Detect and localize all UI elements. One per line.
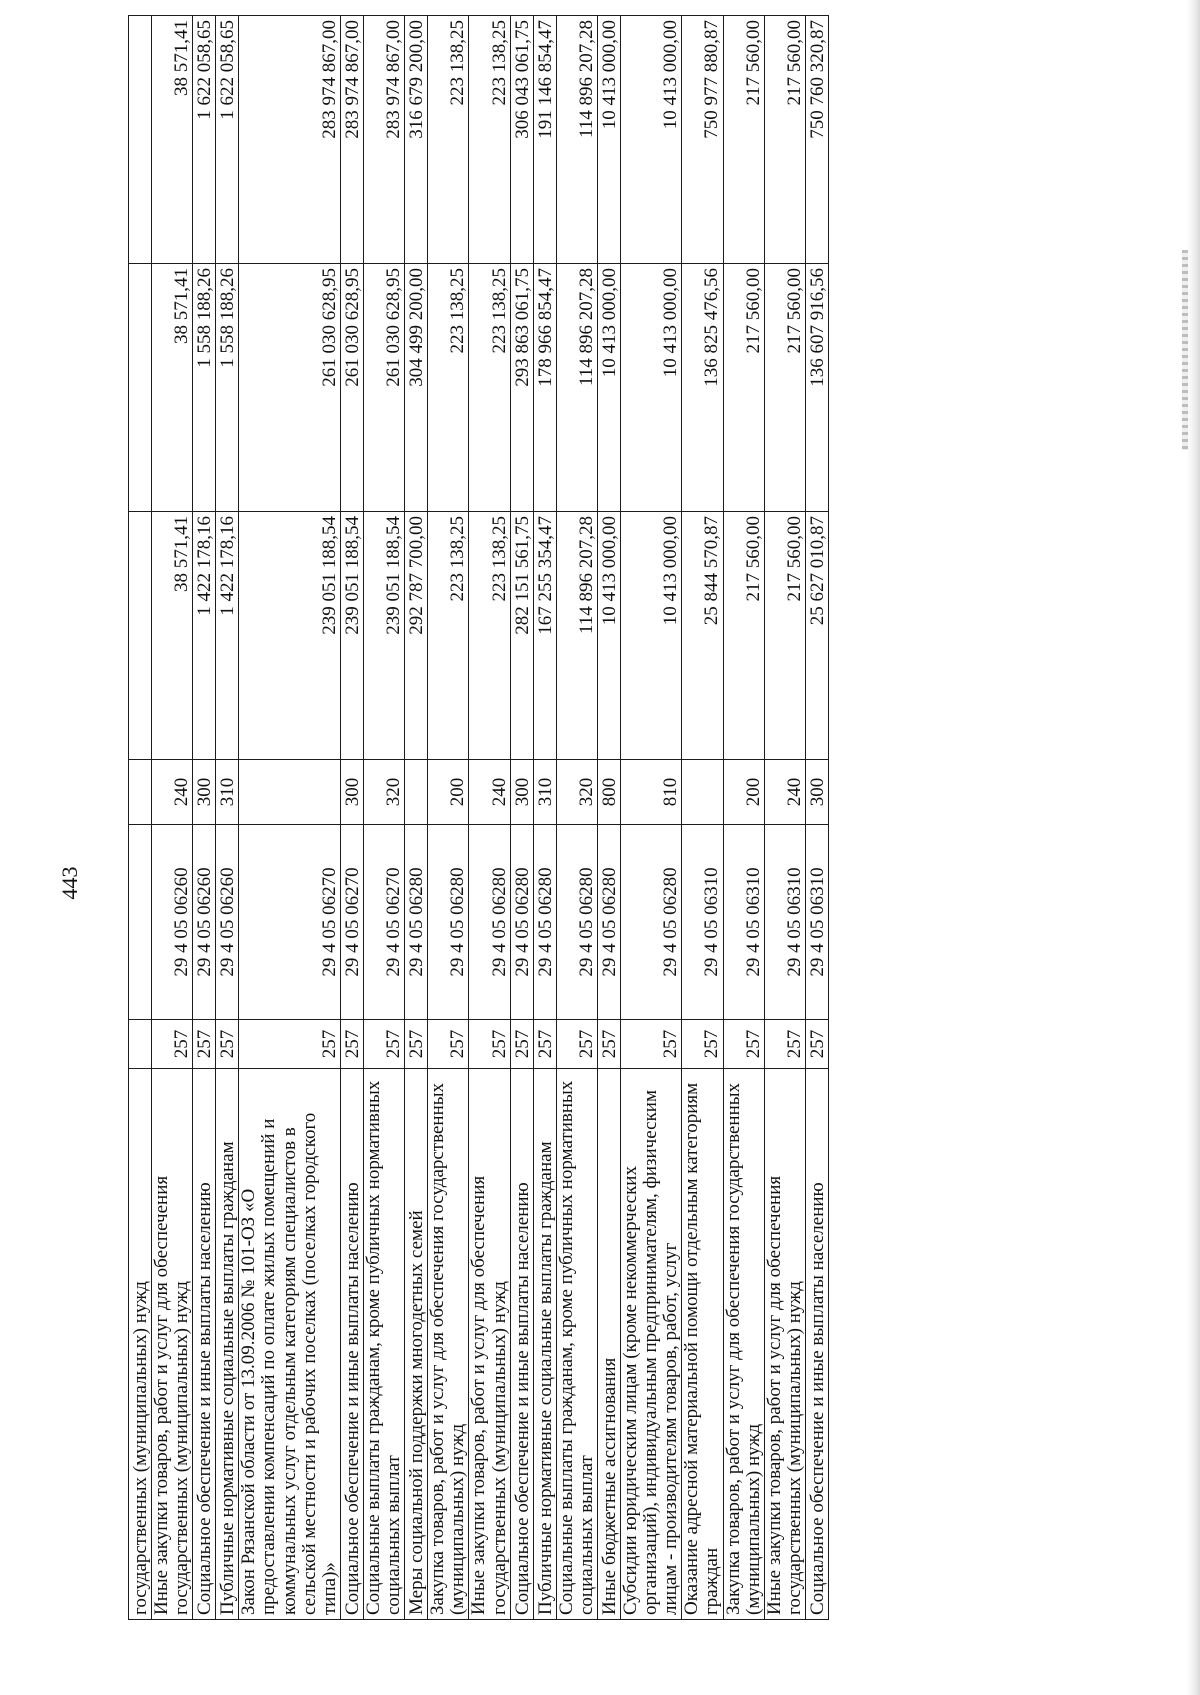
- row-ved-cell: 257: [597, 1020, 620, 1069]
- row-ved-cell: 257: [723, 1020, 764, 1069]
- row-vr-cell: 300: [806, 760, 829, 825]
- row-sum-cell-3: [129, 16, 152, 264]
- row-vr-cell: [129, 760, 152, 825]
- scan-artifact: [1182, 250, 1188, 450]
- row-sum-cell-1: 10 413 000,00: [620, 512, 681, 760]
- row-sum-cell-2: 223 138,25: [469, 264, 510, 512]
- row-ved-cell: 257: [806, 1020, 829, 1069]
- row-csr-cell: 29 4 05 06280: [510, 825, 533, 1020]
- row-sum-cell-2: 38 571,41: [152, 264, 193, 512]
- row-name-cell: Иные закупки товаров, работ и услуг для обеспечения государственных (муниципальных) нужд: [469, 1069, 510, 1620]
- row-name-cell: Социальные выплаты гражданам, кроме публичных нормативных социальных выплат: [363, 1069, 404, 1620]
- row-sum-cell-3: 316 679 200,00: [405, 16, 428, 264]
- row-sum-cell-3: 217 560,00: [764, 16, 805, 264]
- table-row: [129, 16, 152, 1620]
- row-sum-cell-3: 223 138,25: [428, 16, 469, 264]
- row-sum-cell-3: 10 413 000,00: [597, 16, 620, 264]
- row-vr-cell: 300: [340, 760, 363, 825]
- table-row: [193, 16, 216, 1620]
- table-row: [428, 16, 469, 1620]
- row-sum-cell-1: 38 571,41: [152, 512, 193, 760]
- table-row: [764, 16, 805, 1620]
- row-sum-cell-2: 10 413 000,00: [620, 264, 681, 512]
- row-vr-cell: [405, 760, 428, 825]
- row-name-cell: государственных (муниципальных) нужд: [129, 1069, 152, 1620]
- row-ved-cell: 257: [152, 1020, 193, 1069]
- rotated-table-container: [128, 15, 829, 1620]
- row-sum-cell-1: 1 422 178,16: [216, 512, 239, 760]
- table-row: [152, 16, 193, 1620]
- row-sum-cell-2: 223 138,25: [428, 264, 469, 512]
- table-row: [620, 16, 681, 1620]
- row-vr-cell: 800: [597, 760, 620, 825]
- row-sum-cell-3: 10 413 000,00: [620, 16, 681, 264]
- row-ved-cell: 257: [193, 1020, 216, 1069]
- table-row: [405, 16, 428, 1620]
- table-row: [682, 16, 723, 1620]
- row-name-cell: Иные бюджетные ассигнования: [597, 1069, 620, 1620]
- row-sum-cell-3: 306 043 061,75: [510, 16, 533, 264]
- row-ved-cell: 257: [340, 1020, 363, 1069]
- row-sum-cell-1: 167 255 354,47: [533, 512, 556, 760]
- table-row: [556, 16, 597, 1620]
- row-sum-cell-1: 217 560,00: [764, 512, 805, 760]
- row-sum-cell-1: 10 413 000,00: [597, 512, 620, 760]
- row-sum-cell-1: 223 138,25: [428, 512, 469, 760]
- row-name-cell: Иные закупки товаров, работ и услуг для обеспечения государственных (муниципальных) нужд: [764, 1069, 805, 1620]
- row-ved-cell: 257: [363, 1020, 404, 1069]
- row-csr-cell: 29 4 05 06260: [152, 825, 193, 1020]
- row-name-cell: Иные закупки товаров, работ и услуг для обеспечения государственных (муниципальных) нужд: [152, 1069, 193, 1620]
- row-sum-cell-1: 1 422 178,16: [193, 512, 216, 760]
- row-vr-cell: 240: [152, 760, 193, 825]
- row-sum-cell-1: 282 151 561,75: [510, 512, 533, 760]
- row-sum-cell-1: 25 844 570,87: [682, 512, 723, 760]
- row-csr-cell: 29 4 05 06310: [723, 825, 764, 1020]
- row-name-cell: Социальное обеспечение и иные выплаты населению: [340, 1069, 363, 1620]
- row-csr-cell: [129, 825, 152, 1020]
- row-vr-cell: 310: [216, 760, 239, 825]
- row-csr-cell: 29 4 05 06270: [363, 825, 404, 1020]
- table-row: [216, 16, 239, 1620]
- row-name-cell: Закупка товаров, работ и услуг для обеспечения государственных (муниципальных) нужд: [723, 1069, 764, 1620]
- row-sum-cell-2: 293 863 061,75: [510, 264, 533, 512]
- row-sum-cell-2: 136 825 476,56: [682, 264, 723, 512]
- row-sum-cell-2: 217 560,00: [723, 264, 764, 512]
- row-name-cell: Оказание адресной материальной помощи отдельным категориям граждан: [682, 1069, 723, 1620]
- row-sum-cell-3: 223 138,25: [469, 16, 510, 264]
- row-sum-cell-1: 217 560,00: [723, 512, 764, 760]
- row-ved-cell: 257: [239, 1020, 341, 1069]
- row-vr-cell: 240: [764, 760, 805, 825]
- row-sum-cell-3: 750 977 880,87: [682, 16, 723, 264]
- row-vr-cell: 200: [723, 760, 764, 825]
- row-csr-cell: 29 4 05 06280: [620, 825, 681, 1020]
- scan-edge: [1186, 0, 1200, 1695]
- row-ved-cell: 257: [428, 1020, 469, 1069]
- row-vr-cell: [239, 760, 341, 825]
- row-sum-cell-1: 292 787 700,00: [405, 512, 428, 760]
- row-sum-cell-2: 261 030 628,95: [363, 264, 404, 512]
- table-row: [239, 16, 341, 1620]
- row-sum-cell-1: 223 138,25: [469, 512, 510, 760]
- table-row: [363, 16, 404, 1620]
- table-row: [723, 16, 764, 1620]
- row-sum-cell-2: 261 030 628,95: [340, 264, 363, 512]
- row-name-cell: Социальное обеспечение и иные выплаты населению: [806, 1069, 829, 1620]
- row-sum-cell-3: 38 571,41: [152, 16, 193, 264]
- row-csr-cell: 29 4 05 06310: [806, 825, 829, 1020]
- row-vr-cell: 240: [469, 760, 510, 825]
- row-sum-cell-3: 114 896 207,28: [556, 16, 597, 264]
- row-sum-cell-1: 239 051 188,54: [340, 512, 363, 760]
- row-csr-cell: 29 4 05 06280: [469, 825, 510, 1020]
- page-number: 443: [57, 866, 82, 900]
- row-ved-cell: 257: [682, 1020, 723, 1069]
- row-sum-cell-2: 136 607 916,56: [806, 264, 829, 512]
- row-ved-cell: 257: [405, 1020, 428, 1069]
- row-sum-cell-2: [129, 264, 152, 512]
- row-sum-cell-3: 283 974 867,00: [239, 16, 341, 264]
- row-sum-cell-1: 114 896 207,28: [556, 512, 597, 760]
- row-csr-cell: 29 4 05 06280: [405, 825, 428, 1020]
- row-csr-cell: 29 4 05 06310: [682, 825, 723, 1020]
- row-sum-cell-2: 304 499 200,00: [405, 264, 428, 512]
- row-name-cell: Меры социальной поддержки многодетных семей: [405, 1069, 428, 1620]
- row-name-cell: Закон Рязанской области от 13.09.2006 № 101-ОЗ «О предоставлении компенсаций по оплате жилых помещений и коммунальных услуг отдельным категориям специалистов в сельской местности и рабочих поселках (поселках городского типа)»: [239, 1069, 341, 1620]
- row-sum-cell-1: 25 627 010,87: [806, 512, 829, 760]
- row-ved-cell: 257: [216, 1020, 239, 1069]
- row-csr-cell: 29 4 05 06270: [239, 825, 341, 1020]
- row-vr-cell: [682, 760, 723, 825]
- row-ved-cell: 257: [620, 1020, 681, 1069]
- row-ved-cell: 257: [469, 1020, 510, 1069]
- row-sum-cell-3: 283 974 867,00: [340, 16, 363, 264]
- table-row: [510, 16, 533, 1620]
- table-row: [806, 16, 829, 1620]
- row-sum-cell-2: 114 896 207,28: [556, 264, 597, 512]
- budget-table-body: [129, 16, 829, 1620]
- row-name-cell: Социальные выплаты гражданам, кроме публичных нормативных социальных выплат: [556, 1069, 597, 1620]
- row-sum-cell-2: 261 030 628,95: [239, 264, 341, 512]
- row-sum-cell-2: 10 413 000,00: [597, 264, 620, 512]
- row-vr-cell: 810: [620, 760, 681, 825]
- row-csr-cell: 29 4 05 06260: [216, 825, 239, 1020]
- row-name-cell: Публичные нормативные социальные выплаты гражданам: [533, 1069, 556, 1620]
- row-sum-cell-2: 1 558 188,26: [216, 264, 239, 512]
- row-sum-cell-3: 750 760 320,87: [806, 16, 829, 264]
- row-name-cell: Субсидии юридическим лицам (кроме некоммерческих организаций), индивидуальным предпринимателям, физическим лицам - производителям товаров, работ, услуг: [620, 1069, 681, 1620]
- row-name-cell: Закупка товаров, работ и услуг для обеспечения государственных (муниципальных) нужд: [428, 1069, 469, 1620]
- row-name-cell: Публичные нормативные социальные выплаты гражданам: [216, 1069, 239, 1620]
- row-csr-cell: 29 4 05 06280: [533, 825, 556, 1020]
- row-sum-cell-2: 1 558 188,26: [193, 264, 216, 512]
- row-ved-cell: 257: [556, 1020, 597, 1069]
- row-sum-cell-3: 1 622 058,65: [216, 16, 239, 264]
- row-vr-cell: 310: [533, 760, 556, 825]
- row-ved-cell: 257: [533, 1020, 556, 1069]
- row-sum-cell-1: 239 051 188,54: [363, 512, 404, 760]
- row-ved-cell: 257: [510, 1020, 533, 1069]
- row-csr-cell: 29 4 05 06260: [193, 825, 216, 1020]
- table-row: [597, 16, 620, 1620]
- row-vr-cell: 320: [363, 760, 404, 825]
- row-sum-cell-1: 239 051 188,54: [239, 512, 341, 760]
- row-sum-cell-3: 283 974 867,00: [363, 16, 404, 264]
- table-row: [340, 16, 363, 1620]
- row-csr-cell: 29 4 05 06280: [556, 825, 597, 1020]
- table-row: [469, 16, 510, 1620]
- row-csr-cell: 29 4 05 06280: [597, 825, 620, 1020]
- row-name-cell: Социальное обеспечение и иные выплаты населению: [193, 1069, 216, 1620]
- row-csr-cell: 29 4 05 06270: [340, 825, 363, 1020]
- row-sum-cell-3: 217 560,00: [723, 16, 764, 264]
- row-vr-cell: 300: [510, 760, 533, 825]
- row-vr-cell: 320: [556, 760, 597, 825]
- row-csr-cell: 29 4 05 06280: [428, 825, 469, 1020]
- row-csr-cell: 29 4 05 06310: [764, 825, 805, 1020]
- table-row: [533, 16, 556, 1620]
- row-ved-cell: [129, 1020, 152, 1069]
- row-sum-cell-3: 1 622 058,65: [193, 16, 216, 264]
- row-sum-cell-2: 178 966 854,47: [533, 264, 556, 512]
- row-sum-cell-2: 217 560,00: [764, 264, 805, 512]
- row-sum-cell-3: 191 146 854,47: [533, 16, 556, 264]
- budget-table: [128, 15, 829, 1620]
- row-vr-cell: 300: [193, 760, 216, 825]
- row-vr-cell: 200: [428, 760, 469, 825]
- row-name-cell: Социальное обеспечение и иные выплаты населению: [510, 1069, 533, 1620]
- row-sum-cell-1: [129, 512, 152, 760]
- row-ved-cell: 257: [764, 1020, 805, 1069]
